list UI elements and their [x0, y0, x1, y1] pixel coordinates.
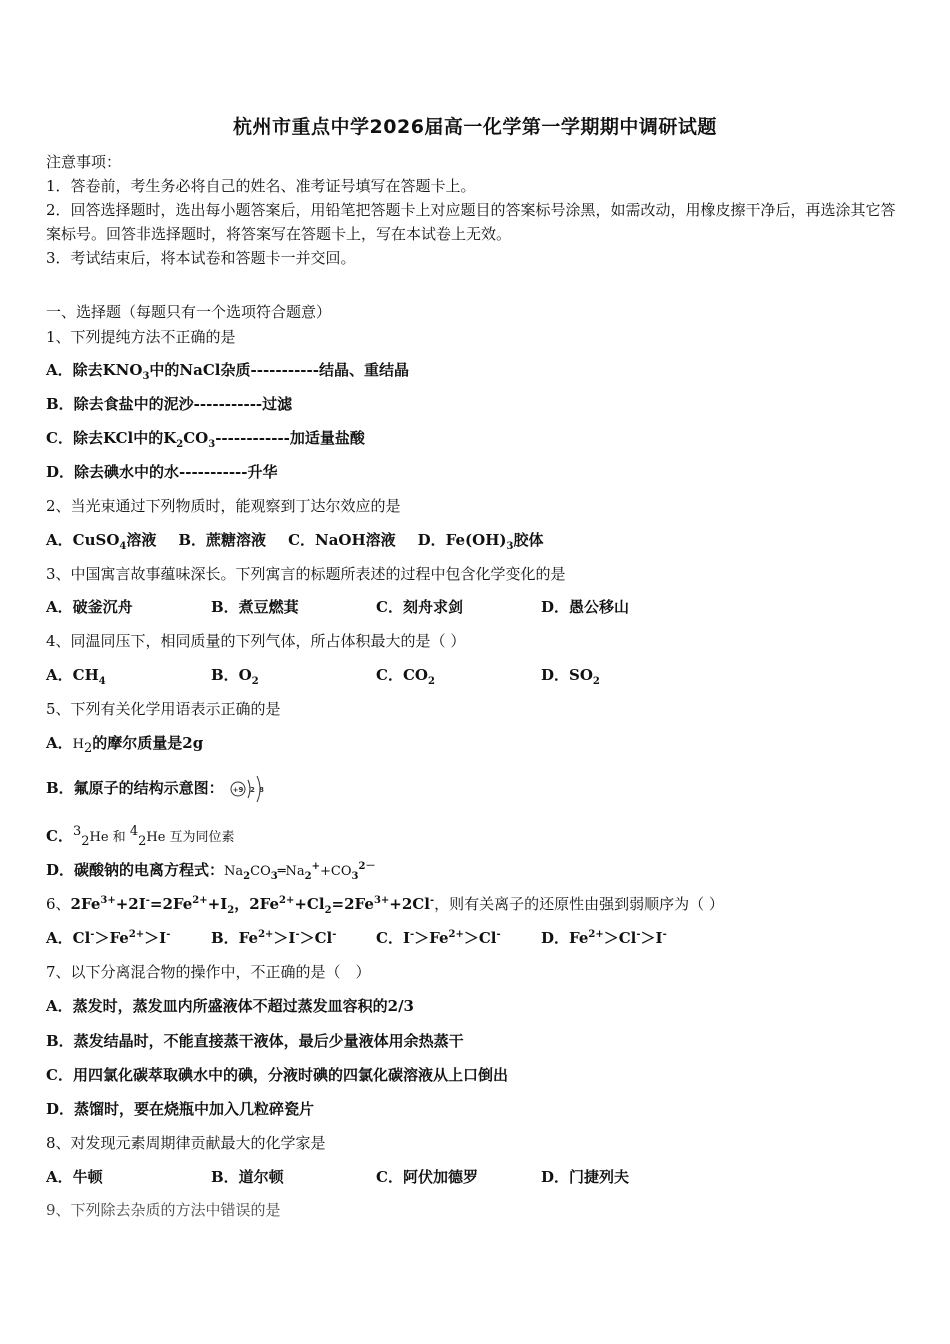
- diagram-shell-1: 2: [249, 786, 255, 794]
- q4-stem: 4、同温同压下，相同质量的下列气体，所占体积最大的是（ ）: [46, 632, 466, 650]
- q8-option-c: C．阿伏加德罗: [376, 1168, 478, 1186]
- q4-option-d: D．$SO_2$: [541, 666, 600, 687]
- q4-option-c: C．$CO_2$: [376, 666, 435, 687]
- q9-stem: 9、下列除去杂质的方法中错误的是: [46, 1201, 281, 1219]
- q3-options: [46, 597, 706, 617]
- fluorine-atom-diagram: [228, 772, 268, 806]
- q6-stem: 6、$2Fe^{3+}+2I^-=2Fe^{2+}+I_2$，$2Fe^{2+}+Cl_2=2Fe^{3+}+2Cl^-$，则有关离子的还原性由强到弱顺序为（ ）: [46, 895, 724, 916]
- q2-options: [46, 530, 565, 550]
- q8-option-d: D．门捷列夫: [541, 1168, 630, 1186]
- q7-option-d: D．蒸馏时，要在烧瓶中加入几粒碎瓷片: [46, 1100, 315, 1118]
- q5-option-b: B．氟原子的结构示意图： +9 2 8: [46, 772, 268, 806]
- diagram-shell-2: 8: [258, 786, 264, 794]
- notice-item-1: 1．答卷前，考生务必将自己的姓名、准考证号填写在答题卡上。: [46, 177, 476, 195]
- q5-option-c: C．$^3_2$He 和 $^4_2$He 互为同位素: [46, 824, 235, 849]
- q6-option-b: B．$Fe^{2+}>I^->Cl^-$: [211, 929, 337, 947]
- notice-item-3: 3．考试结束后，将本试卷和答题卡一并交回。: [46, 249, 356, 267]
- q1-option-a: A．除去$KNO_3$中的NaCl杂质-----------结晶、重结晶: [46, 361, 409, 382]
- q1-option-b: B．除去食盐中的泥沙-----------过滤: [46, 395, 293, 413]
- q6-option-c: C．$I^->Fe^{2+}>Cl^-$: [376, 929, 501, 947]
- q2-stem: 2、当光束通过下列物质时，能观察到丁达尔效应的是: [46, 497, 401, 515]
- q1-stem: 1、下列提纯方法不正确的是: [46, 328, 236, 346]
- notice-list: [46, 174, 906, 270]
- q2-option-d: D．$Fe(OH)_3$胶体: [417, 531, 544, 552]
- q8-stem: 8、对发现元素周期律贡献最大的化学家是: [46, 1134, 326, 1152]
- q4-option-a: A．$CH_4$: [46, 666, 106, 687]
- q8-option-a: A．牛顿: [46, 1168, 103, 1186]
- q7-option-c: C．用四氯化碳萃取碘水中的碘，分液时碘的四氯化碳溶液从上口倒出: [46, 1066, 508, 1084]
- q1-option-d: D．除去碘水中的水-----------升华: [46, 463, 278, 481]
- q3-option-d: D．愚公移山: [541, 598, 630, 616]
- q6-option-a: A．$Cl^->Fe^{2+}>I^-$: [46, 929, 171, 947]
- q6-option-d: D．$Fe^{2+}>Cl^->I^-$: [541, 929, 667, 947]
- q5-stem: 5、下列有关化学用语表示正确的是: [46, 700, 281, 718]
- q5-option-d: D．碳酸钠的电离方程式：$Na_2CO_3═Na_2^++CO_3^{2-}$: [46, 861, 376, 882]
- q3-option-b: B．煮豆燃萁: [211, 598, 299, 616]
- q7-option-b: B．蒸发结晶时，不能直接蒸干液体，最后少量液体用余热蒸干: [46, 1032, 464, 1050]
- q8-option-b: B．道尔顿: [211, 1168, 284, 1186]
- q5-option-a: A．$H_2$的摩尔质量是2g: [46, 734, 204, 756]
- q4-options: [46, 665, 706, 685]
- q4-option-b: B．$O_2$: [211, 666, 259, 687]
- q7-option-a: A．蒸发时，蒸发皿内所盛液体不超过蒸发皿容积的2/3: [46, 997, 414, 1015]
- q6-options: [46, 928, 706, 948]
- q2-option-b: B．蔗糖溶液: [178, 531, 267, 549]
- q1-option-c: C．除去KCl中的$K_2CO_3------------$加适量盐酸: [46, 429, 365, 450]
- section-heading: 一、选择题（每题只有一个选项符合题意）: [46, 303, 332, 321]
- q7-stem: 7、以下分离混合物的操作中，不正确的是（ ）: [46, 963, 371, 981]
- page-title: 杭州市重点中学2026届高一化学第一学期期中调研试题: [233, 116, 717, 138]
- notice-heading: 注意事项：: [46, 153, 122, 171]
- q2-option-c: C．NaOH溶液: [288, 531, 396, 549]
- notice-item-2: 2．回答选择题时，选出每小题答案后，用铅笔把答题卡上对应题目的答案标号涂黑，如需改动，用橡皮擦干净后，再选涂其它答案标号。回答非选择题时，将答案写在答题卡上，写在本试卷上无效。: [46, 201, 896, 243]
- q2-option-a: A．CuSO$_4$溶液: [46, 531, 157, 552]
- q3-option-a: A．破釜沉舟: [46, 598, 133, 616]
- q3-option-c: C．刻舟求剑: [376, 598, 463, 616]
- q3-stem: 3、中国寓言故事蕴味深长。下列寓言的标题所表述的过程中包含化学变化的是: [46, 565, 566, 583]
- diagram-nucleus: +9: [232, 786, 244, 794]
- q8-options: [46, 1167, 706, 1187]
